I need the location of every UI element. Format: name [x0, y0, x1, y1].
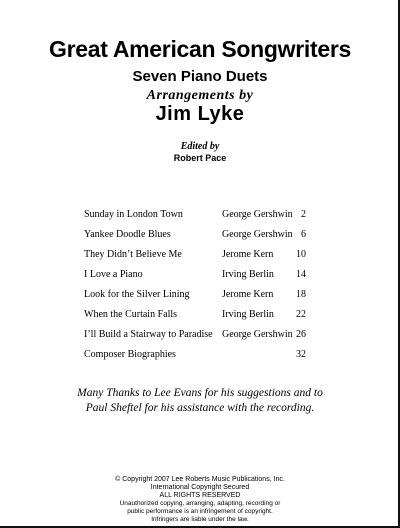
toc-page-number: 14 — [296, 269, 306, 280]
toc-composer: George Gershwin — [222, 329, 293, 340]
toc-page-number: 2 — [301, 209, 306, 220]
toc-song-title: I’ll Build a Stairway to Paradise — [84, 329, 213, 340]
editor-name: Robert Pace — [173, 153, 227, 163]
arranger-name: Jim Lyke — [155, 103, 245, 125]
toc-page-number: 6 — [301, 229, 306, 240]
toc-song-title: When the Curtain Falls — [84, 309, 178, 320]
copyright-notice — [0, 476, 400, 524]
copyright-line: Infringers are liable under the law. — [151, 516, 249, 523]
edited-by-label: Edited by — [180, 141, 220, 152]
toc-composer: Jerome Kern — [222, 289, 274, 300]
toc-page-number: 10 — [296, 249, 306, 260]
toc-song-title: Sunday in London Town — [84, 209, 183, 220]
acknowledgement-line: Paul Sheftel for his assistance with the recording. — [85, 402, 315, 414]
toc-page-number: 18 — [296, 289, 306, 300]
toc-page-number: 32 — [296, 349, 306, 360]
toc-song-title: They Didn’t Believe Me — [84, 249, 182, 260]
acknowledgements — [0, 386, 400, 416]
book-title: Great American Songwriters — [49, 36, 351, 62]
copyright-line: ALL RIGHTS RESERVED — [159, 492, 241, 499]
toc-composer: George Gershwin — [222, 229, 293, 240]
toc-song-title: Look for the Silver Lining — [84, 289, 190, 300]
toc-song-title: Composer Biographies — [84, 349, 176, 360]
copyright-line: International Copyright Secured — [150, 484, 250, 491]
toc-page-number: 22 — [296, 309, 306, 320]
toc-composer: Irving Berlin — [222, 269, 274, 280]
acknowledgement-line: Many Thanks to Lee Evans for his suggestions and to — [77, 387, 323, 399]
toc-song-title: I Love a Piano — [84, 269, 143, 280]
copyright-line: © Copyright 2007 Lee Roberts Music Publications, Inc. — [115, 476, 285, 483]
copyright-line: public performance is an infringement of copyright. — [127, 508, 273, 515]
arrangements-by-label: Arrangements by — [146, 88, 254, 103]
toc-composer: Irving Berlin — [222, 309, 274, 320]
toc-composer: Jerome Kern — [222, 249, 274, 260]
toc-page-number: 26 — [296, 329, 306, 340]
toc-composer: George Gershwin — [222, 209, 293, 220]
copyright-line: Unauthorized copying, arranging, adapting, recording or — [119, 500, 281, 507]
toc-song-title: Yankee Doodle Blues — [84, 229, 171, 240]
book-subtitle: Seven Piano Duets — [132, 68, 268, 85]
